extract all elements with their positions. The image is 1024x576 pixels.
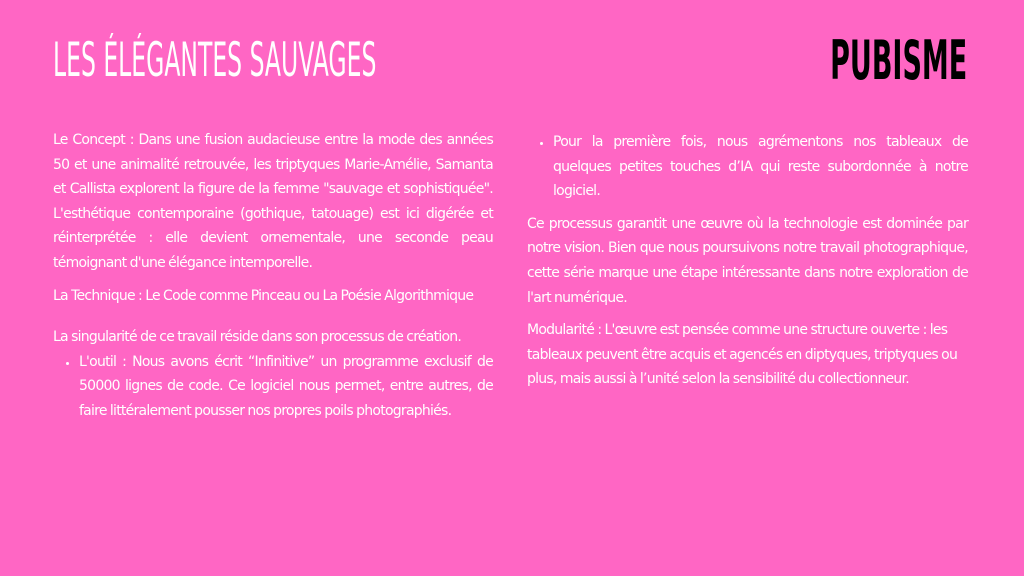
singularity-paragraph: La singularité de ce travail réside dans son processus de création. <box>53 329 462 346</box>
slide-title: LES ÉLÉGANTES SAUVAGES <box>53 33 377 88</box>
technique-heading: La Technique : Le Code comme Pinceau ou La Poésie Algorithmique <box>53 287 474 304</box>
right-column <box>527 128 968 400</box>
tool-list <box>53 350 493 424</box>
brand-name: PUBISME <box>829 29 967 92</box>
left-column <box>53 128 493 432</box>
process-paragraph: Ce processus garantit une œuvre où la technologie est dominée par notre vision. Bien que nous poursuivons notre travail photographique, cette série marque une étape intéressante dans notre exploration de l'art numérique. <box>527 215 968 306</box>
ai-list <box>527 130 968 204</box>
tool-list-item: • L'outil : Nous avons écrit “Infinitive” un programme exclusif de 50000 lignes de code. Ce logiciel nous permet, entre autres, de faire littéralement pousser nos propres poils photographiés. <box>79 350 493 424</box>
ai-list-item: • Pour la première fois, nous agrémentons nos tableaux de quelques petites touches d’IA qui reste subordonnée à notre logiciel. <box>553 130 968 204</box>
modularity-paragraph: Modularité : L'œuvre est pensée comme une structure ouverte : les tableaux peuvent être acquis et agencés en diptyques, triptyques ou plus, mais aussi à l’unité selon la sensibilité du collectionneur. <box>527 322 958 388</box>
concept-paragraph: Le Concept : Dans une fusion audacieuse entre la mode des années 50 et une animalité retrouvée, les triptyques Marie-Amélie, Samanta et Callista explorent la figure de la femme "sauvage et sophistiquée". L'esthétique contemporaine (gothique, tatouage) est ici digérée et réinterprétée : elle devient ornementale, une seconde peau témoignant d'une élégance intemporelle. <box>53 132 493 271</box>
